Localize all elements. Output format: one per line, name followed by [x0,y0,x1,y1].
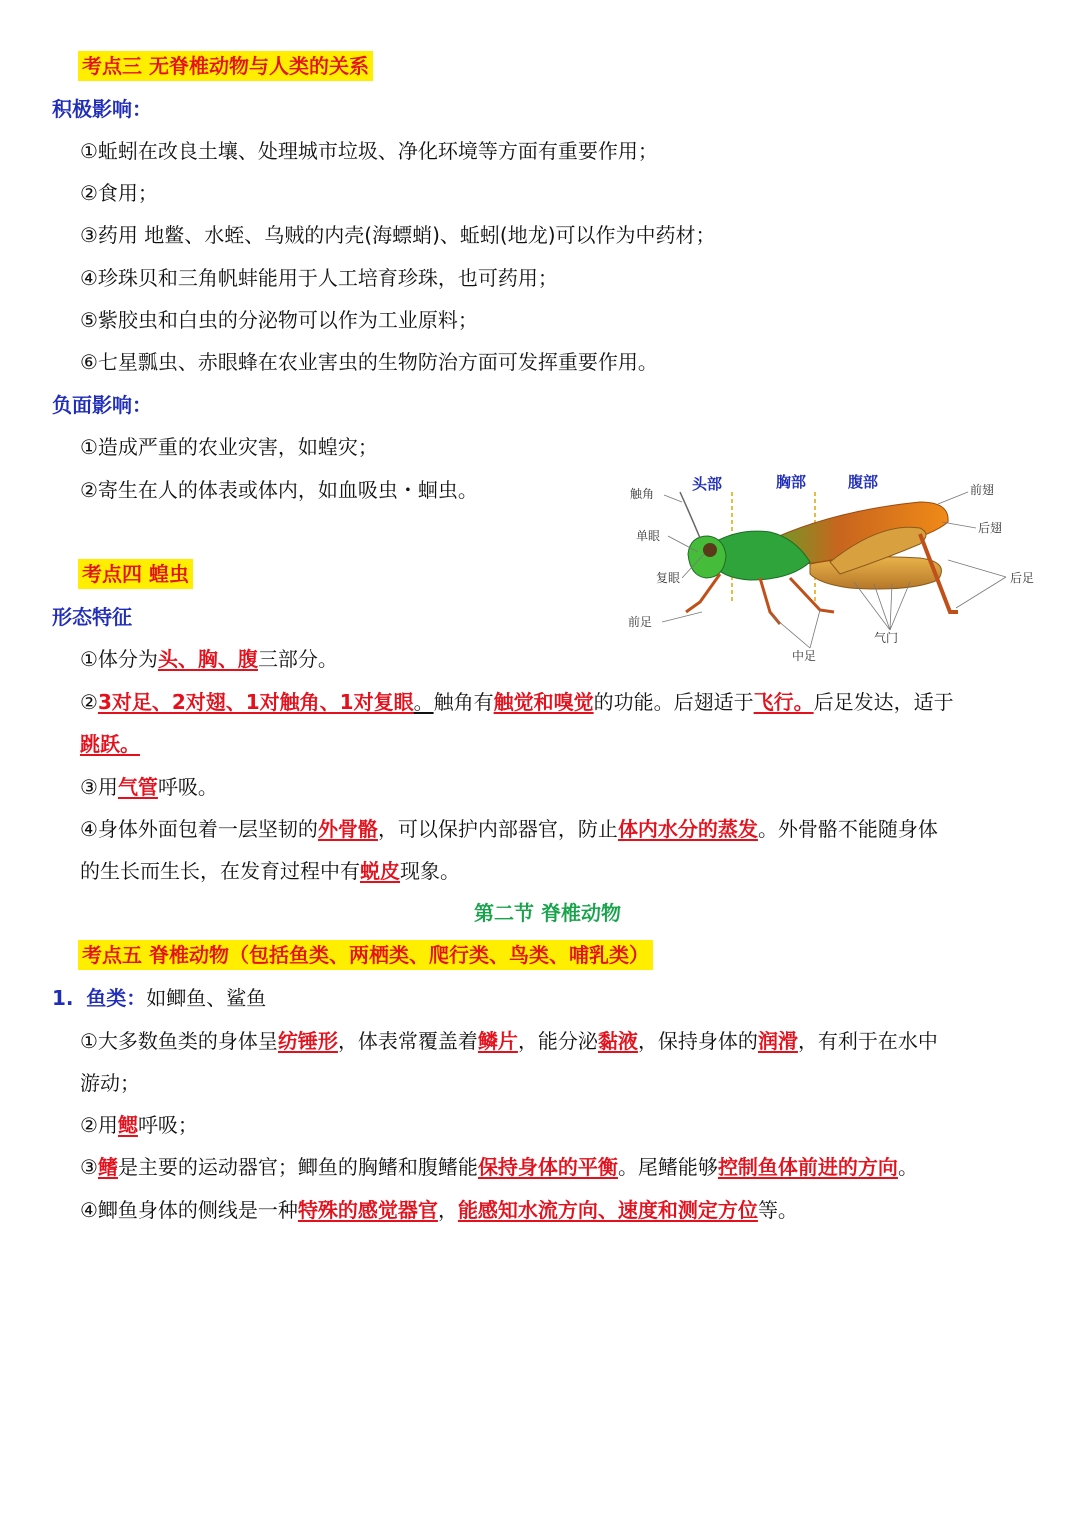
text: ②用 [80,1113,118,1137]
keyword: 体内水分的蒸发 [617,817,758,841]
label-hindleg: 后足 [1010,571,1035,585]
keyword: 跳跃。 [80,732,140,756]
text: 等。 [757,1198,798,1222]
kd3-neg-item-2: ②寄生在人的体表或体内，如血吸虫・蛔虫。 [80,478,478,502]
kd5-title: 考点五 脊椎动物（包括鱼类、两栖类、爬行类、鸟类、哺乳类） [78,940,653,970]
keyword: 外骨骼 [317,817,378,841]
keyword: 触觉和嗅觉 [493,690,594,714]
keyword: 保持身体的平衡 [477,1155,618,1179]
label-abdomen: 腹部 [848,473,879,491]
section2-title: 第二节 脊椎动物 [474,901,621,925]
kd5-title-line [78,941,653,969]
kd3-pos-item-5: ⑤紫胶虫和白虫的分泌物可以作为工业原料； [80,308,478,332]
text: 后足发达，适于 [813,690,954,714]
text: ③ [80,1155,98,1179]
kd5-fish-1 [80,1027,938,1055]
text: 的生长而生长，在发育过程中有 [80,859,360,883]
label-compound-eye: 复眼 [656,571,681,585]
kd5-fish-4 [80,1196,798,1224]
text: ，保持身体的 [637,1029,758,1053]
kd3-pos-item-2: ②食用； [80,181,158,205]
kd4-line-3 [80,773,218,801]
kd4-title: 考点四 蝗虫 [78,559,193,589]
keyword: 气管 [117,775,158,799]
text: 三部分。 [257,647,338,671]
kd3-neg-item-1: ①造成严重的农业灾害，如蝗灾； [80,435,378,459]
label-forewing: 前翅 [970,483,995,497]
label-thorax: 胸部 [776,473,807,491]
label-midleg: 中足 [792,649,817,663]
antenna-shape [680,492,700,538]
kd5-fish-3 [80,1153,918,1181]
fish-number: 1. [52,986,74,1010]
compound-eye-shape [703,543,717,557]
text: ④鲫鱼身体的侧线是一种 [80,1198,298,1222]
keyword: 纺锤形 [277,1029,338,1053]
text: 。 [413,690,434,714]
kd3-positive-heading: 积极影响： [52,97,152,121]
label-ocellus: 单眼 [636,529,661,543]
label-foreleg: 前足 [628,615,653,629]
kd3-title: 考点三 无脊椎动物与人类的关系 [78,51,373,81]
label-spiracle: 气门 [874,631,899,645]
keyword: 鳞片 [477,1029,518,1053]
kd4-line-4-cont [80,857,460,885]
kd3-negative-heading: 负面影响： [52,393,152,417]
text: 是主要的运动器官；鲫鱼的胸鳍和腹鳍能 [117,1155,478,1179]
fish-label: 鱼类： [86,986,147,1010]
kd3-title-line [78,52,373,80]
kd3-pos-item-4: ④珍珠贝和三角帆蚌能用于人工培育珍珠，也可药用； [80,266,558,290]
keyword: 鳃 [117,1113,138,1137]
text: ，有利于在水中 [797,1029,938,1053]
keyword: 鳍 [97,1155,118,1179]
text: ①体分为 [80,647,158,671]
text: ①大多数鱼类的身体呈 [80,1029,278,1053]
kd4-line-2-cont [80,730,140,758]
kd4-line-4 [80,815,938,843]
text: 现象。 [400,859,460,883]
text: ，能分泌 [517,1029,598,1053]
kd5-fish-heading [52,984,266,1012]
kd3-pos-item-6: ⑥七星瓢虫、赤眼蜂在农业害虫的生物防治方面可发挥重要作用。 [80,350,658,374]
text: ④身体外面包着一层坚韧的 [80,817,318,841]
keyword: 3对足、2对翅、1对触角、1对复眼 [97,690,414,714]
kd4-line-2 [80,688,954,716]
keyword: 黏液 [597,1029,638,1053]
fish-examples: 如鲫鱼、鲨鱼 [146,986,267,1010]
kd5-fish-1-cont: 游动； [80,1071,140,1095]
text: ③用 [80,775,118,799]
text: ② [80,690,98,714]
keyword: 头、胸、腹 [157,647,258,671]
keyword: 控制鱼体前进的方向 [717,1155,898,1179]
kd4-heading: 形态特征 [52,605,132,629]
kd5-fish-2 [80,1111,198,1139]
keyword: 飞行。 [753,690,814,714]
label-head: 头部 [692,475,723,493]
keyword: 润滑 [757,1029,798,1053]
kd3-pos-item-1: ①蚯蚓在改良土壤、处理城市垃圾、净化环境等方面有重要作用； [80,139,658,163]
label-hindwing: 后翅 [978,521,1003,535]
kd4-title-line [78,560,193,588]
text: 的功能。后翅适于 [593,690,754,714]
keyword: 蜕皮 [360,859,400,883]
text: 呼吸。 [157,775,218,799]
head-shape [688,536,726,578]
kd3-pos-item-3: ③药用 地鳖、水蛭、乌贼的内壳(海螵蛸)、蚯蚓(地龙)可以作为中药材； [80,223,716,247]
text: 。 [897,1155,918,1179]
keyword: 能感知水流方向、速度和测定方位 [457,1198,758,1222]
grasshopper-diagram [620,462,1060,672]
text: 。外骨骼不能随身体 [757,817,938,841]
text: 。尾鳍能够 [617,1155,718,1179]
text: ， [437,1198,458,1222]
kd4-line-1 [80,645,338,673]
text: 呼吸； [137,1113,198,1137]
keyword: 特殊的感觉器官 [297,1198,438,1222]
text: ，可以保护内部器官，防止 [377,817,618,841]
text: ，体表常覆盖着 [337,1029,478,1053]
label-antenna: 触角 [630,487,655,501]
text: 触角有 [433,690,494,714]
